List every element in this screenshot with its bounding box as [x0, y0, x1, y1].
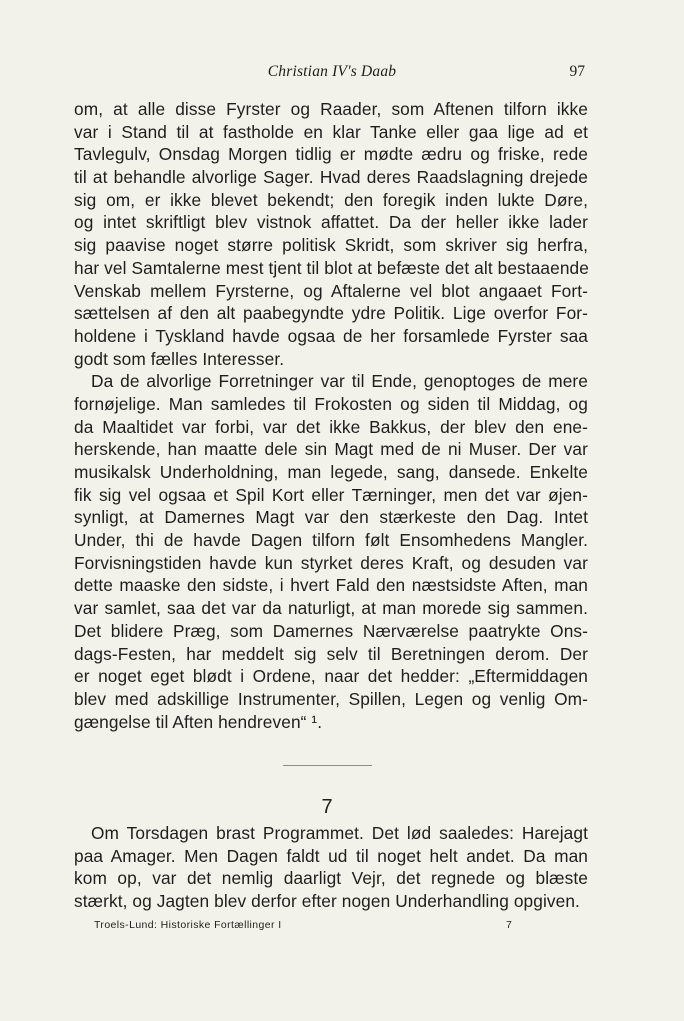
text-line: var samlet, saa det var da naturligt, at man morede sig sammen.: [74, 598, 588, 619]
text-line: holdene i Tyskland havde ogsaa de her forsamlede Fyrster saa: [74, 325, 588, 346]
text-line: godt som fælles Interesser.: [74, 348, 285, 369]
text-line: var i Stand til at fastholde en klar Tanke eller gaa lige ad et: [74, 121, 588, 142]
text-line: har vel Samtalerne mest tjent til blot at befæste det alt bestaaende: [74, 257, 589, 278]
body-text-block-2: [74, 822, 588, 913]
printer-signature: [94, 919, 514, 931]
running-title: Christian IV's Daab: [267, 63, 397, 80]
section-number: 7: [321, 796, 333, 818]
text-line: gængelse til Aften hendreven“ ¹.: [74, 711, 323, 732]
text-line: Det blidere Præg, som Damernes Nærværelse paatrykte Ons-: [74, 620, 588, 641]
text-line: dags-Festen, har meddelt sig selv til Beretningen derom. Der: [74, 643, 588, 664]
text-line: Forvisningstiden havde kun styrket deres Kraft, og desuden var: [74, 552, 588, 573]
text-line: Tavlegulv, Onsdag Morgen tidlig er mødte ædru og friske, rede: [74, 144, 588, 165]
text-line: sættelsen af den alt paabegyndte ydre Politik. Lige overfor For-: [74, 303, 588, 324]
section-divider: [283, 765, 372, 766]
signature-text: Troels-Lund: Historiske Fortællinger I: [94, 919, 282, 931]
text-line: paa Amager. Men Dagen faldt ud til noget helt andet. Da man: [74, 845, 588, 866]
text-line: fik sig vel ogsaa et Spil Kort eller Tærninger, men det var øjen-: [74, 484, 588, 505]
page-number: 97: [569, 63, 585, 80]
signature-mark: 7: [506, 919, 513, 931]
text-line: dette maaske den sidste, i hvert Fald den næstsidste Aften, man: [74, 575, 588, 596]
text-line: og intet skriftligt blev vistnok affattet. Da der heller ikke lader: [74, 212, 588, 233]
text-line: blev med adskillige Instrumenter, Spillen, Legen og venlig Om-: [74, 688, 588, 709]
text-line: herskende, han maatte dele sin Magt med de ni Muser. Der var: [74, 439, 588, 460]
text-line: synligt, at Damernes Magt var den stærkeste den Dag. Intet: [74, 507, 588, 528]
text-line: stærkt, og Jagten blev derfor efter nogen Underhandling opgiven.: [74, 891, 580, 912]
text-line: Om Torsdagen brast Programmet. Det lød saaledes: Harejagt: [91, 823, 588, 843]
text-line: musikalsk Underholdning, man legede, sang, dansede. Enkelte: [74, 462, 588, 482]
page-header: [0, 61, 684, 85]
body-text-block-1: [74, 98, 588, 733]
text-line: da Maaltidet var forbi, var det ikke Bakkus, der blev den ene-: [74, 416, 588, 437]
text-line: til at behandle alvorlige Sager. Hvad deres Raadslagning drejede: [74, 167, 588, 188]
text-line: Venskab mellem Fyrsterne, og Aftalerne vel blot angaaet Fort-: [74, 280, 588, 301]
text-line: sig om, er ikke blevet bekendt; den foregik inden lukte Døre,: [74, 189, 588, 210]
text-line: Da de alvorlige Forretninger var til Ende, genoptoges de mere: [91, 371, 588, 392]
text-line: Under, thi de havde Dagen tilforn følt Ensomhedens Mangler.: [74, 530, 588, 551]
text-line: om, at alle disse Fyrster og Raader, som Aftenen tilforn ikke: [74, 99, 588, 119]
text-line: sig paavise noget større politisk Skridt, som skriver sig herfra,: [74, 235, 588, 256]
text-line: kom op, var det nemlig daarligt Vejr, det regnede og blæste: [74, 868, 588, 889]
text-line: er noget eget blødt i Ordene, naar det hedder: „Eftermiddagen: [74, 666, 588, 687]
text-line: fornøjelige. Man samledes til Frokosten og siden til Middag, og: [74, 393, 588, 414]
